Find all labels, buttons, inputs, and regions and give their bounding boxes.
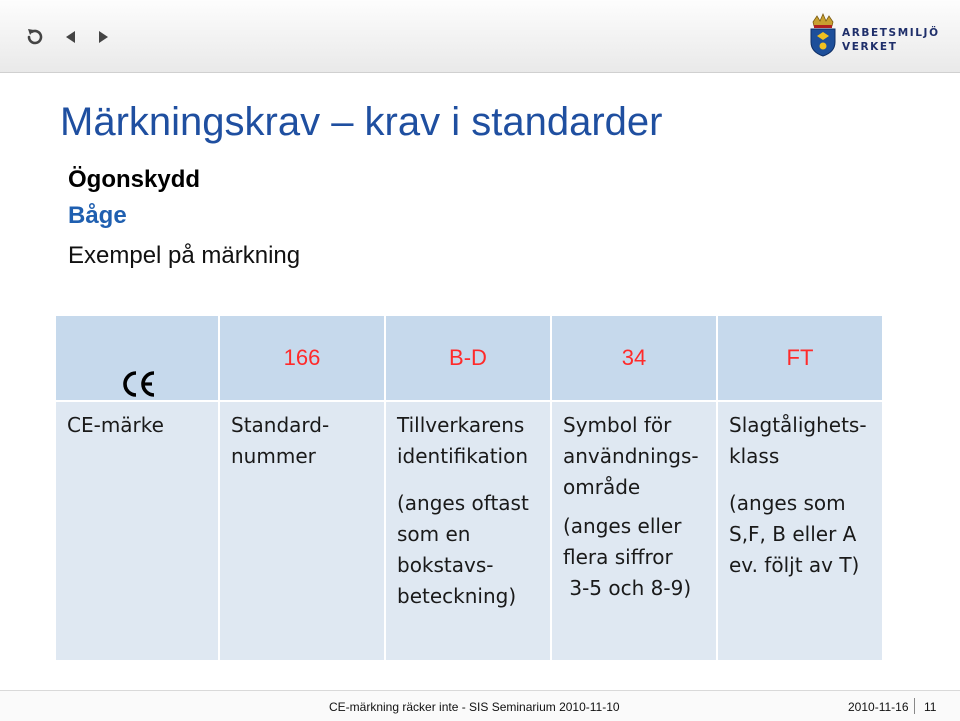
cell-text: identifikation [397, 444, 529, 468]
subtitle-marking-example: Exempel på märkning [68, 242, 301, 269]
cell-note: (anges eller [563, 514, 682, 538]
page-number: 11 [924, 700, 937, 714]
back-arrow-icon[interactable] [58, 24, 84, 50]
cell-note: bokstavs- [397, 553, 494, 577]
cell-note: som en [397, 522, 471, 546]
footer-divider [914, 698, 915, 714]
top-toolbar [0, 0, 960, 73]
logo-line1: ARBETSMILJÖ [842, 27, 940, 39]
header-cell-impact-class: FT [718, 316, 882, 400]
marking-table [56, 316, 882, 660]
body-cell-field-of-use [552, 402, 716, 660]
cell-text: område [563, 475, 641, 499]
slide-footer [0, 690, 960, 721]
cell-text: nummer [231, 444, 316, 468]
cell-note: (anges oftast [397, 491, 529, 515]
cell-text: klass [729, 444, 780, 468]
cell-text: Slagtålighets- [729, 413, 867, 437]
header-cell-ce [56, 316, 218, 400]
cell-text: CE-märke [67, 413, 164, 437]
subtitle-frame: Båge [68, 202, 127, 229]
cell-note: flera siffror [563, 545, 673, 569]
header-cell-field-of-use: 34 [552, 316, 716, 400]
crown-emblem-icon [808, 12, 838, 58]
cell-note: (anges som [729, 491, 846, 515]
cell-text: Tillverkarens [397, 413, 525, 437]
body-cell-manufacturer [386, 402, 550, 660]
body-cell-ce [56, 402, 218, 660]
forward-arrow-icon[interactable] [90, 24, 116, 50]
cell-text: användnings- [563, 444, 699, 468]
footer-date: 2010-11-16 [848, 700, 909, 714]
body-cell-standard [220, 402, 384, 660]
logo-line2: VERKET [842, 41, 898, 53]
slide-title: Märkningskrav – krav i standarder [60, 100, 663, 144]
body-cell-impact-class [718, 402, 882, 660]
cell-note: beteckning) [397, 584, 517, 608]
subtitle-eye-protection: Ögonskydd [68, 166, 201, 193]
arbetsmiljoverket-logo [808, 12, 938, 60]
reload-icon[interactable] [22, 24, 48, 50]
header-cell-manufacturer: B-D [386, 316, 550, 400]
cell-note: S,F, B eller A [729, 522, 857, 546]
cell-text: Symbol för [563, 413, 672, 437]
cell-note: 3-5 och 8-9) [563, 576, 692, 600]
ce-mark-icon [120, 370, 156, 398]
header-cell-standard: 166 [220, 316, 384, 400]
footer-seminar-text: CE-märkning räcker inte - SIS Seminarium 2010-11-10 [329, 700, 620, 714]
cell-note: ev. följt av T) [729, 553, 860, 577]
cell-text: Standard- [231, 413, 330, 437]
